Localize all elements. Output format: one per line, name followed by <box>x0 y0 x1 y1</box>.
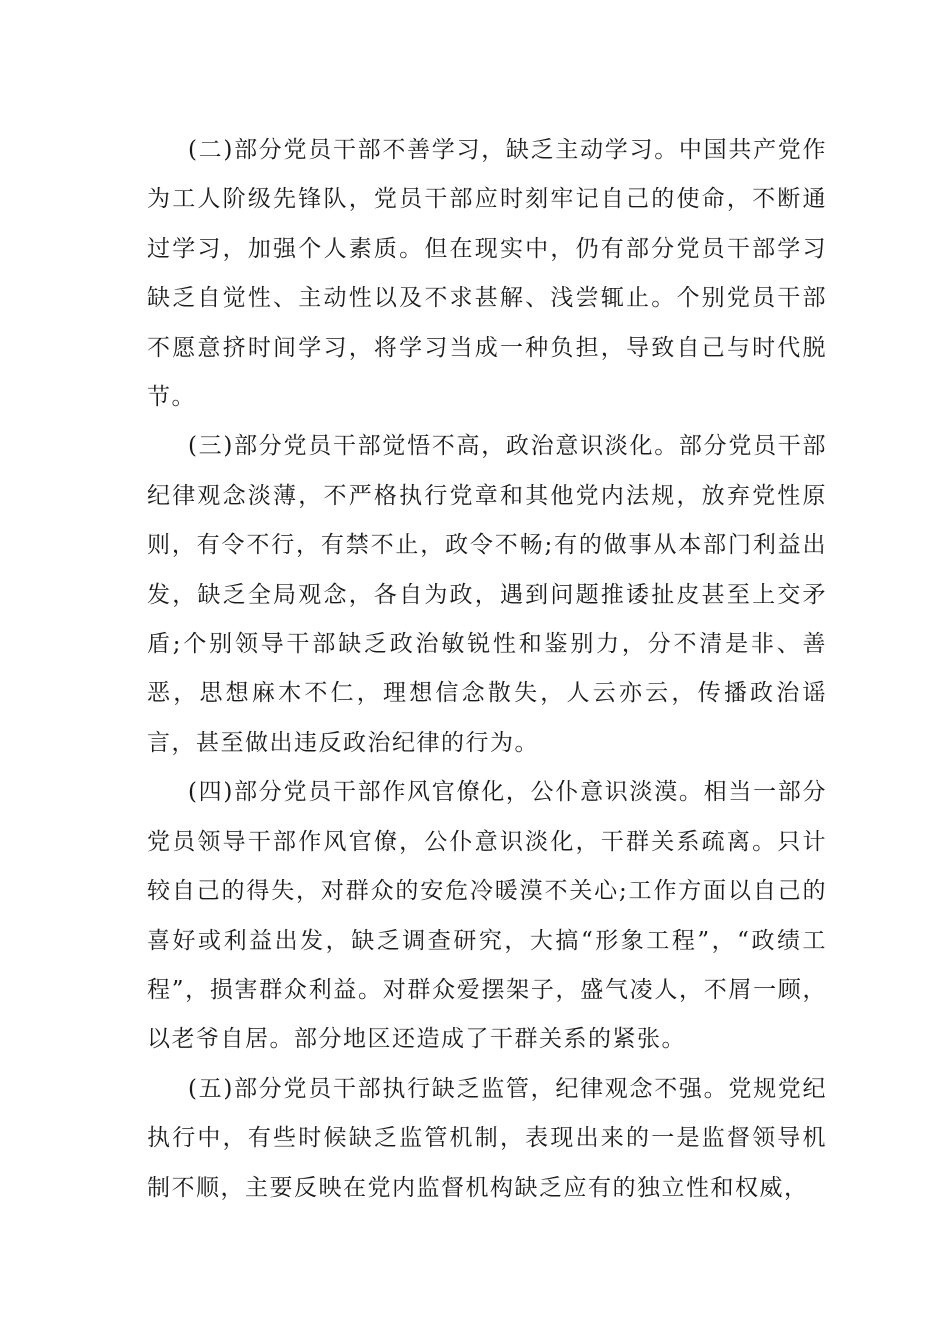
document-body <box>147 126 827 1213</box>
paragraph-two: (二)部分党员干部不善学习，缺乏主动学习。中国共产党作为工人阶级先锋队，党员干部应时刻牢记自己的使命，不断通过学习，加强个人素质。但在现实中，仍有部分党员干部学习缺乏自觉性、主动性以及不求甚解、浅尝辄止。个别党员干部不愿意挤时间学习，将学习当成一种负担，导致自己与时代脱节。 <box>147 137 827 411</box>
paragraph-four: (四)部分党员干部作风官僚化，公仆意识淡漠。相当一部分党员领导干部作风官僚，公仆意识淡化，干群关系疏离。只计较自己的得失，对群众的安危冷暖漠不关心;工作方面以自己的喜好或利益出发，缺乏调查研究，大搞“形象工程”，“政绩工程”，损害群众利益。对群众爱摆架子，盛气凌人，不屑一顾，以老爷自居。部分地区还造成了干群关系的紧张。 <box>147 779 827 1053</box>
paragraph-three: (三)部分党员干部觉悟不高，政治意识淡化。部分党员干部纪律观念淡薄，不严格执行党章和其他党内法规，放弃党性原则，有令不行，有禁不止，政令不畅;有的做事从本部门利益出发，缺乏全局观念，各自为政，遇到问题推诿扯皮甚至上交矛盾;个别领导干部缺乏政治敏锐性和鉴别力，分不清是非、善恶，思想麻木不仁，理想信念散失，人云亦云，传播政治谣言，甚至做出违反政治纪律的行为。 <box>147 433 827 756</box>
paragraph-five: (五)部分党员干部执行缺乏监管，纪律观念不强。党规党纪执行中，有些时候缺乏监管机制，表现出来的一是监督领导机制不顺，主要反映在党内监督机构缺乏应有的独立性和权威， <box>147 1075 827 1201</box>
